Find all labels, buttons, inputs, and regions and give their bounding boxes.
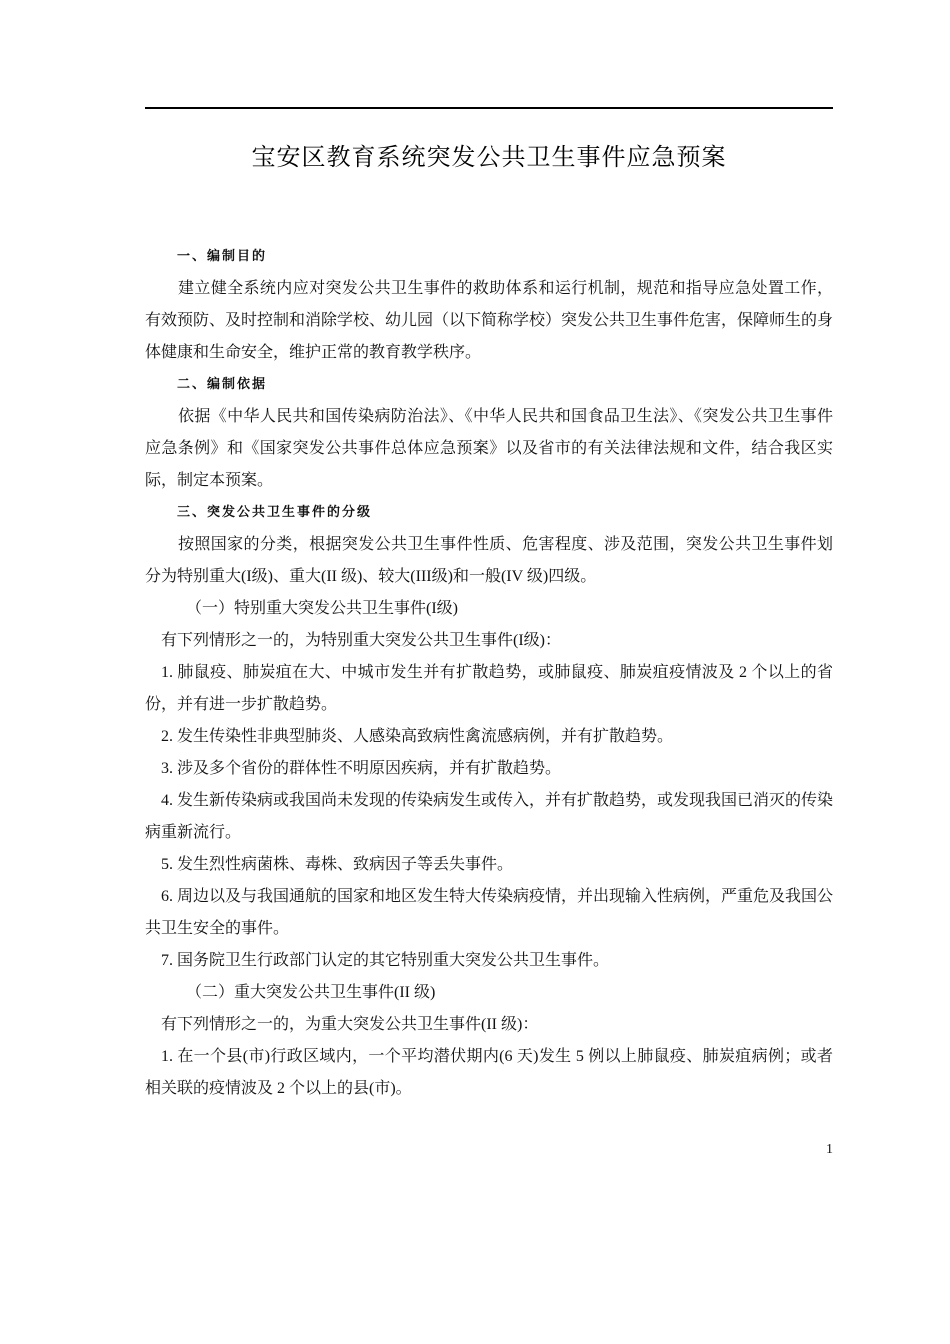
section-heading: 一、编制目的 (177, 249, 268, 264)
list-item: 1. 在一个县(市)行政区域内，一个平均潜伏期内(6 天)发生 5 例以上肺鼠疫、肺炭疽病例；或者相关联的疫情波及 2 个以上的县(市)。 (145, 1048, 833, 1097)
page-number: 1 (826, 1142, 833, 1157)
list-intro: 有下列情形之一的，为特别重大突发公共卫生事件(I级)： (161, 632, 561, 649)
document-body (145, 241, 833, 1105)
list-item: 7. 国务院卫生行政部门认定的其它特别重大突发公共卫生事件。 (161, 952, 610, 969)
document-title: 宝安区教育系统突发公共卫生事件应急预案 (251, 145, 727, 171)
list-item: 2. 发生传染性非典型肺炎、人感染高致病性禽流感病例，并有扩散趋势。 (161, 728, 674, 745)
list-intro: 有下列情形之一的，为重大突发公共卫生事件(II 级)： (161, 1016, 539, 1033)
list-item: 1. 肺鼠疫、肺炭疽在大、中城市发生并有扩散趋势，或肺鼠疫、肺炭疽疫情波及 2 个以上的省份，并有进一步扩散趋势。 (145, 664, 833, 713)
header-rule (145, 107, 833, 109)
list-item: 5. 发生烈性病菌株、毒株、致病因子等丢失事件。 (161, 856, 514, 873)
section-heading: 二、编制依据 (177, 377, 268, 392)
body-paragraph: 建立健全系统内应对突发公共卫生事件的救助体系和运行机制，规范和指导应急处置工作，有效预防、及时控制和消除学校、幼儿园（以下简称学校）突发公共卫生事件危害，保障师生的身体健康和生命安全，维护正常的教育教学秩序。 (145, 280, 834, 361)
subsection-heading: （一）特别重大突发公共卫生事件(I级) (186, 600, 458, 617)
section-heading: 三、突发公共卫生事件的分级 (177, 505, 373, 520)
list-item: 6. 周边以及与我国通航的国家和地区发生特大传染病疫情，并出现输入性病例，严重危及我国公共卫生安全的事件。 (145, 888, 834, 937)
list-item: 3. 涉及多个省份的群体性不明原因疾病，并有扩散趋势。 (161, 760, 562, 777)
body-paragraph: 依据《中华人民共和国传染病防治法》、《中华人民共和国食品卫生法》、《突发公共卫生事件应急条例》和《国家突发公共事件总体应急预案》以及省市的有关法律法规和文件，结合我区实际，制定本预案。 (145, 408, 833, 489)
list-item: 4. 发生新传染病或我国尚未发现的传染病发生或传入，并有扩散趋势，或发现我国已消灭的传染病重新流行。 (145, 792, 834, 841)
body-paragraph: 按照国家的分类，根据突发公共卫生事件性质、危害程度、涉及范围，突发公共卫生事件划分为特别重大(I级)、重大(II 级)、较大(III级)和一般(IV 级)四级。 (145, 536, 833, 585)
subsection-heading: （二）重大突发公共卫生事件(II 级) (186, 984, 436, 1001)
